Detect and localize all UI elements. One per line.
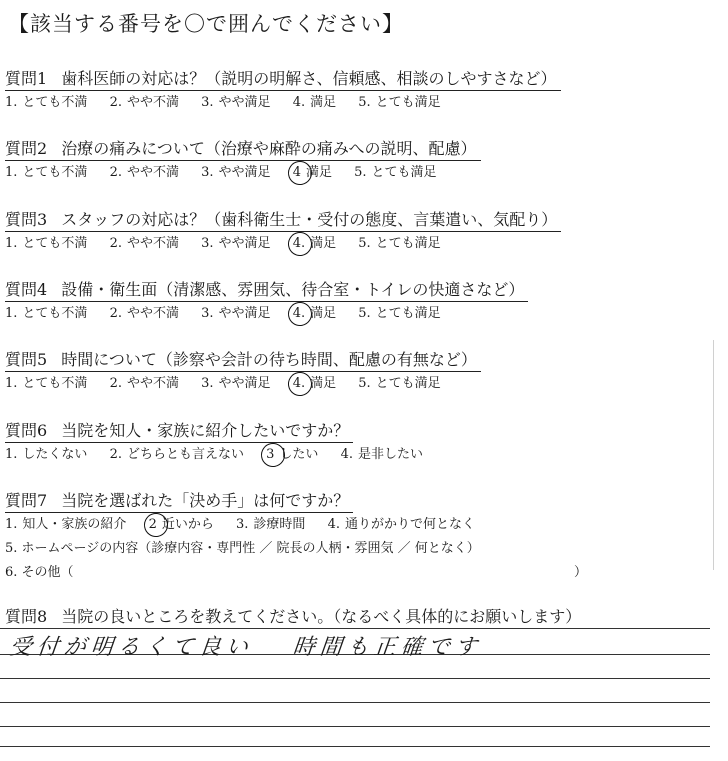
options-row [5, 232, 459, 251]
option-4[interactable]: 4. 通りがかりで何となく [327, 517, 475, 532]
options-row [5, 513, 493, 532]
option-1[interactable]: 1. とても不満 [5, 306, 88, 321]
answer-line [0, 746, 710, 747]
option-2[interactable]: 2. やや不満 [109, 236, 179, 251]
question-title [5, 207, 561, 232]
answer-line [0, 678, 710, 679]
option-4-selected[interactable]: 4. 満足 [292, 236, 337, 251]
question-number: 質問1 [5, 69, 48, 88]
question-number: 質問7 [5, 491, 48, 510]
option-2[interactable]: 2. やや不満 [109, 165, 179, 180]
option-4[interactable]: 4. 是非したい [340, 447, 423, 462]
question-text: スタッフの対応は？（歯科衛生士・受付の態度、言葉遣い、気配り） [61, 210, 558, 229]
option-5[interactable]: 5. とても満足 [354, 165, 437, 180]
option-6-line[interactable]: 6. その他（ [5, 565, 74, 580]
option-5[interactable]: 5. とても満足 [358, 95, 441, 110]
selected-circle: 4 [292, 165, 301, 180]
option-3[interactable]: 3. 診療時間 [236, 517, 306, 532]
option-2[interactable]: 2. やや不満 [109, 376, 179, 391]
options-row [5, 372, 459, 391]
answer-line [0, 702, 710, 703]
question-title [5, 66, 561, 91]
question-number: 質問2 [5, 139, 48, 158]
option-2[interactable]: 2. やや不満 [109, 306, 179, 321]
question-text: 当院の良いところを教えてください。（なるべく具体的にお願いします） [61, 607, 582, 626]
question-text: 設備・衛生面（清潔感、雰囲気、待合室・トイレの快適さなど） [61, 280, 525, 299]
selected-circle: 4. [292, 376, 306, 391]
instruction-header: 【該当する番号を〇で囲んでください】 [8, 12, 404, 36]
option-3-selected[interactable]: 3 したい [266, 447, 319, 462]
option-3[interactable]: 3. やや満足 [201, 95, 271, 110]
option-3[interactable]: 3. やや満足 [201, 165, 271, 180]
handwritten-part-1: 受付が明るくて良い [8, 635, 255, 660]
option-2-selected[interactable]: 2 近いから [148, 517, 214, 532]
question-number: 質問3 [5, 210, 48, 229]
option-3[interactable]: 3. やや満足 [201, 236, 271, 251]
options-row [5, 443, 441, 462]
option-4[interactable]: 4. 満足 [292, 95, 337, 110]
option-4-selected[interactable]: 4. 満足 [292, 376, 337, 391]
option-5[interactable]: 5. とても満足 [358, 306, 441, 321]
answer-line [0, 628, 710, 629]
option-1[interactable]: 1. とても不満 [5, 376, 88, 391]
option-5[interactable]: 5. とても満足 [358, 376, 441, 391]
question-title [5, 277, 528, 302]
option-3[interactable]: 3. やや満足 [201, 376, 271, 391]
option-1[interactable]: 1. とても不満 [5, 165, 88, 180]
question-title [5, 488, 353, 513]
question-text: 時間について（診察や会計の待ち時間、配慮の有無など） [61, 350, 477, 369]
question-text: 治療の痛みについて（治療や麻酔の痛みへの説明、配慮） [61, 139, 477, 158]
question-text: 当院を知人・家族に紹介したいですか？ [61, 421, 350, 440]
options-row [5, 91, 459, 110]
answer-line [0, 726, 710, 727]
selected-circle: 3 [266, 447, 275, 462]
option-1[interactable]: 1. とても不満 [5, 95, 88, 110]
selected-circle: 4. [292, 236, 306, 251]
selected-circle: 4. [292, 306, 306, 321]
options-row [5, 161, 455, 180]
handwritten-answer [8, 630, 483, 661]
options-row [5, 302, 459, 321]
option-2[interactable]: 2. やや不満 [109, 95, 179, 110]
option-1[interactable]: 1. 知人・家族の紹介 [5, 517, 127, 532]
option-4-selected[interactable]: 4. 満足 [292, 306, 337, 321]
question-title [5, 418, 353, 443]
scan-edge-line [713, 340, 714, 570]
option-6-close-paren: ） [574, 565, 588, 580]
option-1[interactable]: 1. したくない [5, 447, 88, 462]
option-3[interactable]: 3. やや満足 [201, 306, 271, 321]
question-title [5, 604, 585, 628]
question-number: 質問6 [5, 421, 48, 440]
question-number: 質問8 [5, 607, 48, 626]
question-text: 当院を選ばれた「決め手」は何ですか？ [61, 491, 350, 510]
question-title [5, 347, 481, 372]
question-title [5, 136, 481, 161]
option-1[interactable]: 1. とても不満 [5, 236, 88, 251]
option-5-line[interactable]: 5. ホームページの内容（診療内容・専門性 ／ 院長の人柄・雰囲気 ／ 何となく） [5, 541, 480, 556]
question-number: 質問5 [5, 350, 48, 369]
option-2[interactable]: 2. どちらとも言えない [109, 447, 244, 462]
option-4-selected[interactable]: 4 満足 [292, 165, 332, 180]
handwritten-part-2: 時間も正確です [291, 635, 484, 660]
selected-circle: 2 [148, 517, 157, 532]
option-5[interactable]: 5. とても満足 [358, 236, 441, 251]
question-text: 歯科医師の対応は？（説明の明解さ、信頼感、相談のしやすさなど） [61, 69, 557, 88]
question-number: 質問4 [5, 280, 48, 299]
